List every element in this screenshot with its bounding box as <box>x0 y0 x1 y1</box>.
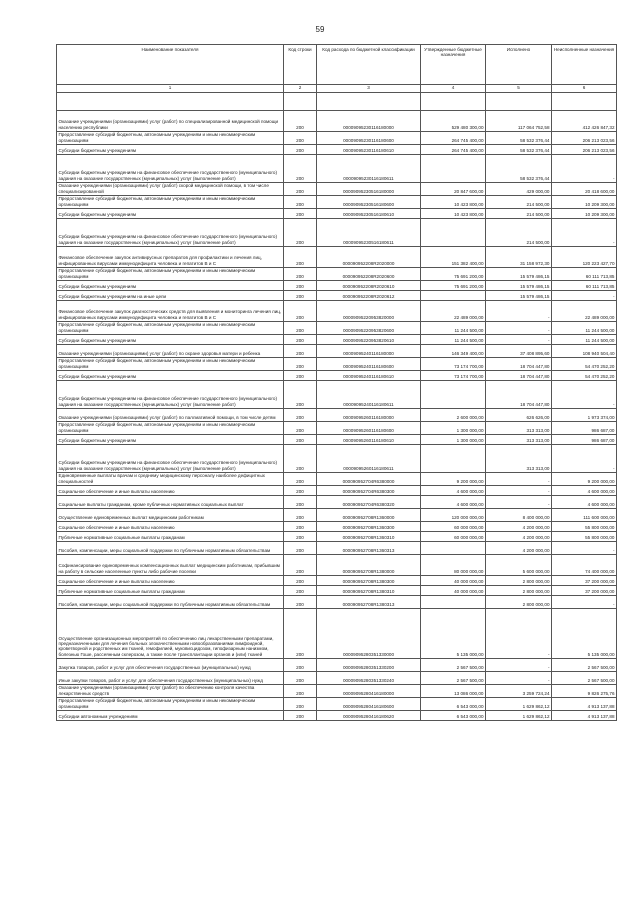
row-unexecuted: - <box>552 380 617 408</box>
row-name: Предоставление субсидий бюджетным, автономным учреждениям и иным некоммерческим организациям <box>57 421 284 434</box>
row-approved <box>421 595 486 608</box>
row-line-code: 200 <box>284 267 317 280</box>
row-budget-code: 00009095220953820000 <box>317 300 421 321</box>
row-line-code: 200 <box>284 684 317 697</box>
row-name: Предоставление субсидий бюджетным, автономным учреждениям и иным некоммерческим организациям <box>57 697 284 710</box>
row-executed: 18 704 447,80 <box>486 370 552 380</box>
row-executed: 214 500,00 <box>486 208 552 218</box>
column-number: 2 <box>284 84 317 92</box>
row-approved: 10 423 800,00 <box>421 195 486 208</box>
row-executed: 18 704 447,80 <box>486 357 552 370</box>
header-row <box>57 45 617 85</box>
row-line-code: 200 <box>284 334 317 344</box>
table-row <box>57 218 617 246</box>
row-approved: 60 000 000,00 <box>421 531 486 541</box>
row-unexecuted: - <box>552 154 617 182</box>
row-name: Оказание учреждениями (организациями) услуг (работ) скорой медицинской помощи, в том числе специализированной <box>57 182 284 195</box>
row-name: Закупка товаров, работ и услуг для обеспечения государственных (муниципальных) нужд <box>57 658 284 671</box>
table-row <box>57 444 617 472</box>
row-line-code: 200 <box>284 300 317 321</box>
table-row <box>57 485 617 495</box>
row-unexecuted: - <box>552 595 617 608</box>
row-line-code: 200 <box>284 344 317 357</box>
header-budget-code: Код расхода по бюджетной классификации <box>317 45 421 85</box>
row-unexecuted: 111 600 000,00 <box>552 508 617 521</box>
row-unexecuted: 54 470 252,20 <box>552 357 617 370</box>
row-executed: - <box>486 485 552 495</box>
row-name: Субсидии бюджетным учреждениям <box>57 280 284 290</box>
row-unexecuted: 10 209 300,00 <box>552 195 617 208</box>
row-name: Софинансирование единовременных компенсационных выплат медицинским работникам, прибывшим на работу в сельские населенные пункты либо рабочие поселки <box>57 554 284 575</box>
row-approved: 2 600 000,00 <box>421 408 486 421</box>
row-approved <box>421 154 486 182</box>
row-executed: - <box>486 321 552 334</box>
table-row <box>57 671 617 684</box>
table-row <box>57 554 617 575</box>
table-row <box>57 575 617 585</box>
row-budget-code: 000090952704R6380000 <box>317 472 421 485</box>
row-name: Оказание учреждениями (организациями) услуг (работ) по паллиативной помощи, в том числе детям <box>57 408 284 421</box>
spacer-row <box>57 92 617 110</box>
row-budget-code: 00009095280416180600 <box>317 697 421 710</box>
row-unexecuted: 55 800 000,00 <box>552 531 617 541</box>
row-budget-code: 00009095230116180600 <box>317 131 421 144</box>
row-line-code: 200 <box>284 290 317 300</box>
row-unexecuted: 4 913 137,88 <box>552 697 617 710</box>
column-number: 5 <box>486 84 552 92</box>
row-executed: 214 500,00 <box>486 218 552 246</box>
row-line-code: 200 <box>284 144 317 154</box>
table-row <box>57 434 617 444</box>
table-row <box>57 658 617 671</box>
row-unexecuted: 120 223 427,70 <box>552 246 617 267</box>
row-line-code: 200 <box>284 408 317 421</box>
table-row <box>57 110 617 131</box>
row-unexecuted: 108 940 504,40 <box>552 344 617 357</box>
table-row <box>57 408 617 421</box>
row-line-code: 200 <box>284 541 317 554</box>
row-approved: 4 600 000,00 <box>421 495 486 508</box>
row-executed: - <box>486 300 552 321</box>
row-name: Предоставление субсидий бюджетным, автономным учреждениям и иным некоммерческим организациям <box>57 267 284 280</box>
row-line-code: 200 <box>284 182 317 195</box>
row-line-code: 200 <box>284 357 317 370</box>
table-row <box>57 334 617 344</box>
row-unexecuted: 9 826 275,76 <box>552 684 617 697</box>
row-line-code: 200 <box>284 218 317 246</box>
row-unexecuted: 37 200 000,00 <box>552 575 617 585</box>
row-unexecuted: 20 418 600,00 <box>552 182 617 195</box>
row-approved: 146 349 400,00 <box>421 344 486 357</box>
row-executed: 1 629 862,12 <box>486 710 552 720</box>
table-row <box>57 154 617 182</box>
row-budget-code: 00009095220953820610 <box>317 334 421 344</box>
row-name: Субсидии бюджетным учреждениям <box>57 334 284 344</box>
header-approved: Утвержденные бюджетные назначения <box>421 45 486 85</box>
table-row <box>57 290 617 300</box>
row-unexecuted: 1 973 374,00 <box>552 408 617 421</box>
row-budget-code: 00009095230516180600 <box>317 195 421 208</box>
row-budget-code: 00009095280351330200 <box>317 658 421 671</box>
row-unexecuted: 11 244 500,00 <box>552 334 617 344</box>
row-budget-code: 00009095220953820600 <box>317 321 421 334</box>
row-budget-code: 000090952208R2020610 <box>317 280 421 290</box>
row-approved: 13 086 000,00 <box>421 684 486 697</box>
row-executed: 18 704 447,80 <box>486 380 552 408</box>
row-budget-code: 00009095280351330240 <box>317 671 421 684</box>
table-row <box>57 541 617 554</box>
row-line-code: 200 <box>284 671 317 684</box>
row-line-code: 200 <box>284 208 317 218</box>
row-approved: 6 543 000,00 <box>421 697 486 710</box>
row-approved: 264 745 400,00 <box>421 144 486 154</box>
row-budget-code: 00009095280416180620 <box>317 710 421 720</box>
row-approved: 10 423 800,00 <box>421 208 486 218</box>
row-executed: 1 629 862,12 <box>486 697 552 710</box>
row-name: Субсидии бюджетным учреждениям <box>57 434 284 444</box>
row-unexecuted: 5 135 000,00 <box>552 608 617 658</box>
row-approved: 75 691 200,00 <box>421 267 486 280</box>
row-unexecuted: 4 913 137,88 <box>552 710 617 720</box>
table-row <box>57 300 617 321</box>
row-name: Осуществление единовременных выплат медицинским работникам <box>57 508 284 521</box>
row-approved: 5 135 000,00 <box>421 608 486 658</box>
row-line-code: 200 <box>284 370 317 380</box>
table-row <box>57 585 617 595</box>
row-line-code: 200 <box>284 658 317 671</box>
row-name: Предоставление субсидий бюджетным, автономным учреждениям и иным некоммерческим организациям <box>57 131 284 144</box>
table-row <box>57 531 617 541</box>
row-budget-code: 00009095240116180600 <box>317 357 421 370</box>
table-row <box>57 208 617 218</box>
row-executed: - <box>486 334 552 344</box>
header-name: Наименование показателя <box>57 45 284 85</box>
row-budget-code: 00009095240116180610 <box>317 370 421 380</box>
header-line-code: Код строки <box>284 45 317 85</box>
row-approved <box>421 444 486 472</box>
header-unexecuted: Неисполненные назначения <box>552 45 617 85</box>
row-approved: 20 847 600,00 <box>421 182 486 195</box>
row-name: Осуществление организационных мероприятий по обеспечению лиц лекарственными препаратами, предназначенными для лечения больных злокачественными новообразованиями лимфоидной, кроветворной и родственных им тканей, гемофилией, муковисцидозом, гипофизарным нанизмом, болезнью Гоше, рассеянным склерозом, а также после трансплантации органов и (или) тканей <box>57 608 284 658</box>
header-executed: Исполнено <box>486 45 552 85</box>
row-line-code: 200 <box>284 246 317 267</box>
row-executed: 117 064 752,58 <box>486 110 552 131</box>
page-number: 59 <box>315 25 325 34</box>
row-name: Субсидии бюджетным учреждениям <box>57 208 284 218</box>
row-executed: 4 200 000,00 <box>486 541 552 554</box>
row-budget-code: 00009095260116180000 <box>317 408 421 421</box>
row-line-code: 200 <box>284 697 317 710</box>
row-name: Социальное обеспечение и иные выплаты населению <box>57 575 284 585</box>
row-approved: 22 489 000,00 <box>421 300 486 321</box>
row-budget-code: 00009095230116180611 <box>317 154 421 182</box>
row-executed: 313 313,00 <box>486 444 552 472</box>
row-name: Оказание учреждениями (организациями) услуг (работ) по обеспечению контроля качества лекарственных средств <box>57 684 284 697</box>
table-row <box>57 521 617 531</box>
row-unexecuted: 206 213 023,56 <box>552 131 617 144</box>
row-line-code: 200 <box>284 508 317 521</box>
row-approved <box>421 218 486 246</box>
row-line-code: 200 <box>284 495 317 508</box>
row-approved: 60 000 000,00 <box>421 521 486 531</box>
row-executed: - <box>486 472 552 485</box>
table-row <box>57 495 617 508</box>
row-line-code: 200 <box>284 531 317 541</box>
row-budget-code: 000090952704R6380320 <box>317 495 421 508</box>
row-name: Предоставление субсидий бюджетным, автономным учреждениям и иным некоммерческим организациям <box>57 321 284 334</box>
row-budget-code: 00009095230116180610 <box>317 144 421 154</box>
column-number: 3 <box>317 84 421 92</box>
column-number-row <box>57 84 617 92</box>
row-approved: 529 480 300,00 <box>421 110 486 131</box>
row-budget-code: 00009095240116180611 <box>317 380 421 408</box>
row-name: Предоставление субсидий бюджетным, автономным учреждениям и иным некоммерческим организациям <box>57 195 284 208</box>
row-unexecuted: 74 400 000,00 <box>552 554 617 575</box>
row-line-code: 200 <box>284 444 317 472</box>
table-row <box>57 697 617 710</box>
row-budget-code: 00009095230516180000 <box>317 182 421 195</box>
row-executed: 429 000,00 <box>486 182 552 195</box>
row-executed: 3 259 724,24 <box>486 684 552 697</box>
row-name: Пособия, компенсации, меры социальной поддержки по публичным нормативным обязательствам <box>57 541 284 554</box>
row-executed: - <box>486 495 552 508</box>
row-budget-code: 000090952208R2020600 <box>317 267 421 280</box>
row-budget-code: 000090952708R1380300 <box>317 575 421 585</box>
row-executed: 214 500,00 <box>486 195 552 208</box>
row-unexecuted: 60 111 713,85 <box>552 267 617 280</box>
row-budget-code: 00009095230516180610 <box>317 208 421 218</box>
table-row <box>57 182 617 195</box>
row-executed: 58 532 376,44 <box>486 144 552 154</box>
row-budget-code: 00009095280351330000 <box>317 608 421 658</box>
row-executed: 313 313,00 <box>486 434 552 444</box>
row-name: Субсидии бюджетным учреждениям <box>57 370 284 380</box>
row-approved: 120 000 000,00 <box>421 508 486 521</box>
row-approved: 4 600 000,00 <box>421 485 486 495</box>
table-row <box>57 195 617 208</box>
row-budget-code: 00009095260116180611 <box>317 444 421 472</box>
row-executed: 4 200 000,00 <box>486 531 552 541</box>
row-executed: 31 158 972,30 <box>486 246 552 267</box>
row-line-code: 200 <box>284 434 317 444</box>
row-name: Публичные нормативные социальные выплаты гражданам <box>57 585 284 595</box>
row-name: Публичные нормативные социальные выплаты гражданам <box>57 531 284 541</box>
row-unexecuted: 37 200 000,00 <box>552 585 617 595</box>
row-approved: 1 300 000,00 <box>421 421 486 434</box>
row-line-code: 200 <box>284 608 317 658</box>
row-unexecuted: 4 600 000,00 <box>552 495 617 508</box>
row-unexecuted: 55 800 000,00 <box>552 521 617 531</box>
row-unexecuted: 9 200 000,00 <box>552 472 617 485</box>
row-budget-code: 000090952708R1380313 <box>317 595 421 608</box>
row-budget-code: 00009095230516180611 <box>317 218 421 246</box>
row-line-code: 200 <box>284 321 317 334</box>
row-name: Финансовое обеспечение закупок антивирусных препаратов для профилактики и лечения лиц, инфицированных вирусами иммунодефицита человека и гепатитов B и C <box>57 246 284 267</box>
row-approved: 2 567 500,00 <box>421 658 486 671</box>
row-approved: 73 174 700,00 <box>421 370 486 380</box>
row-approved: 11 244 500,00 <box>421 334 486 344</box>
row-executed: - <box>486 658 552 671</box>
row-unexecuted: 4 600 000,00 <box>552 485 617 495</box>
row-executed: 15 579 486,15 <box>486 267 552 280</box>
row-name: Иные закупки товаров, работ и услуг для обеспечения государственных (муниципальных) нужд <box>57 671 284 684</box>
row-budget-code: 000090952704R6380300 <box>317 485 421 495</box>
table-row <box>57 344 617 357</box>
row-name: Оказание учреждениями (организациями) услуг (работ) по специализированной медицинской помощи населению республики <box>57 110 284 131</box>
row-approved: 40 000 000,00 <box>421 575 486 585</box>
row-executed: 2 800 000,00 <box>486 575 552 585</box>
row-executed: 15 579 486,15 <box>486 280 552 290</box>
column-number: 6 <box>552 84 617 92</box>
row-budget-code: 00009095260116180610 <box>317 434 421 444</box>
row-approved <box>421 541 486 554</box>
row-name: Единовременные выплаты врачам и среднему медицинскому персоналу наиболее дефицитных специальностей <box>57 472 284 485</box>
row-approved: 9 200 000,00 <box>421 472 486 485</box>
row-line-code: 200 <box>284 380 317 408</box>
row-line-code: 200 <box>284 554 317 575</box>
row-approved: 151 382 400,00 <box>421 246 486 267</box>
row-executed: 5 600 000,00 <box>486 554 552 575</box>
row-line-code: 200 <box>284 485 317 495</box>
row-executed: - <box>486 671 552 684</box>
row-budget-code: 000090952708R1360000 <box>317 508 421 521</box>
row-name: Субсидии бюджетным учреждениям на иные цели <box>57 290 284 300</box>
row-unexecuted: - <box>552 541 617 554</box>
row-name: Субсидии автономным учреждениям <box>57 710 284 720</box>
row-name: Финансовое обеспечение закупок диагностических средств для выявления и мониторинга лечения лиц, инфицированных вирусами иммунодефицита человека и гепатитов B и C <box>57 300 284 321</box>
row-unexecuted: 2 567 500,00 <box>552 658 617 671</box>
row-executed: 8 400 000,00 <box>486 508 552 521</box>
row-line-code: 200 <box>284 575 317 585</box>
row-executed: 313 313,00 <box>486 421 552 434</box>
row-approved: 73 174 700,00 <box>421 357 486 370</box>
row-line-code: 200 <box>284 195 317 208</box>
row-budget-code: 00009095230116180000 <box>317 110 421 131</box>
row-unexecuted: - <box>552 218 617 246</box>
row-line-code: 200 <box>284 280 317 290</box>
table-row <box>57 370 617 380</box>
table-row <box>57 380 617 408</box>
row-budget-code: 00009095240116180000 <box>317 344 421 357</box>
row-approved: 1 300 000,00 <box>421 434 486 444</box>
row-approved: 264 745 400,00 <box>421 131 486 144</box>
row-approved <box>421 290 486 300</box>
row-line-code: 200 <box>284 595 317 608</box>
table-row <box>57 595 617 608</box>
row-unexecuted: 206 213 023,56 <box>552 144 617 154</box>
row-name: Субсидии бюджетным учреждениям на финансовое обеспечение государственного (муниципального) задания на оказание государственных (муниципальных) услуг (выполнение работ) <box>57 380 284 408</box>
row-budget-code: 000090952708R1360310 <box>317 531 421 541</box>
table-row <box>57 131 617 144</box>
row-unexecuted: 54 470 252,20 <box>552 370 617 380</box>
row-approved: 6 543 000,00 <box>421 710 486 720</box>
row-unexecuted: 22 489 000,00 <box>552 300 617 321</box>
table-row <box>57 267 617 280</box>
table-row <box>57 144 617 154</box>
row-line-code: 200 <box>284 131 317 144</box>
table-row <box>57 280 617 290</box>
row-approved: 80 000 000,00 <box>421 554 486 575</box>
row-unexecuted: 412 426 847,32 <box>552 110 617 131</box>
row-unexecuted: 986 687,00 <box>552 434 617 444</box>
table-row <box>57 508 617 521</box>
column-number: 1 <box>57 84 284 92</box>
table-row <box>57 608 617 658</box>
row-name: Социальное обеспечение и иные выплаты населению <box>57 485 284 495</box>
row-name: Оказание учреждениями (организациями) услуг (работ) по охране здоровья матери и ребенка <box>57 344 284 357</box>
table-row <box>57 472 617 485</box>
row-unexecuted: 10 209 300,00 <box>552 208 617 218</box>
table-row <box>57 684 617 697</box>
row-approved: 2 567 500,00 <box>421 671 486 684</box>
row-executed: 58 532 376,44 <box>486 131 552 144</box>
row-approved <box>421 380 486 408</box>
row-budget-code: 00009095260116180600 <box>317 421 421 434</box>
row-name: Социальное обеспечение и иные выплаты населению <box>57 521 284 531</box>
row-unexecuted: - <box>552 290 617 300</box>
row-line-code: 200 <box>284 521 317 531</box>
row-executed: 58 532 376,44 <box>486 154 552 182</box>
row-name: Пособия, компенсации, меры социальной поддержки по публичным нормативным обязательствам <box>57 595 284 608</box>
table-row <box>57 421 617 434</box>
row-line-code: 200 <box>284 585 317 595</box>
row-name: Социальные выплаты гражданам, кроме публичных нормативных социальных выплат <box>57 495 284 508</box>
table-row <box>57 246 617 267</box>
table-row <box>57 357 617 370</box>
row-unexecuted: 2 567 500,00 <box>552 671 617 684</box>
row-executed: 4 200 000,00 <box>486 521 552 531</box>
row-budget-code: 000090952208R2020612 <box>317 290 421 300</box>
table-body <box>57 110 617 720</box>
row-executed: - <box>486 608 552 658</box>
table-row <box>57 321 617 334</box>
row-name: Предоставление субсидий бюджетным, автономным учреждениям и иным некоммерческим организациям <box>57 357 284 370</box>
row-budget-code: 00009095280416180000 <box>317 684 421 697</box>
row-line-code: 200 <box>284 110 317 131</box>
column-number: 4 <box>421 84 486 92</box>
row-name: Субсидии бюджетным учреждениям на финансовое обеспечение государственного (муниципального) задания на оказание государственных (муниципальных) услуг (выполнение работ) <box>57 444 284 472</box>
row-unexecuted: 11 244 500,00 <box>552 321 617 334</box>
row-approved: 11 244 500,00 <box>421 321 486 334</box>
row-name: Субсидии бюджетным учреждениям на финансовое обеспечение государственного (муниципального) задания на оказание государственных (муниципальных) услуг (выполнение работ) <box>57 154 284 182</box>
row-approved: 75 691 200,00 <box>421 280 486 290</box>
row-line-code: 200 <box>284 472 317 485</box>
row-line-code: 200 <box>284 710 317 720</box>
row-unexecuted: 986 687,00 <box>552 421 617 434</box>
table-row <box>57 710 617 720</box>
row-unexecuted: - <box>552 444 617 472</box>
row-budget-code: 000090952208R2020000 <box>317 246 421 267</box>
row-executed: 15 579 486,15 <box>486 290 552 300</box>
row-line-code: 200 <box>284 421 317 434</box>
row-executed: 626 626,00 <box>486 408 552 421</box>
row-approved: 40 000 000,00 <box>421 585 486 595</box>
row-budget-code: 000090952708R1360300 <box>317 521 421 531</box>
budget-execution-table <box>56 44 617 721</box>
row-budget-code: 000090952708R1380000 <box>317 554 421 575</box>
row-executed: 2 800 000,00 <box>486 595 552 608</box>
row-unexecuted: 60 111 713,85 <box>552 280 617 290</box>
row-budget-code: 000090952708R1380310 <box>317 585 421 595</box>
row-name: Субсидии бюджетным учреждениям <box>57 144 284 154</box>
row-budget-code: 000090952708R1360313 <box>317 541 421 554</box>
row-line-code: 200 <box>284 154 317 182</box>
row-executed: 37 408 895,60 <box>486 344 552 357</box>
row-name: Субсидии бюджетным учреждениям на финансовое обеспечение государственного (муниципального) задания на оказание государственных (муниципальных) услуг (выполнение работ) <box>57 218 284 246</box>
row-executed: 2 800 000,00 <box>486 585 552 595</box>
